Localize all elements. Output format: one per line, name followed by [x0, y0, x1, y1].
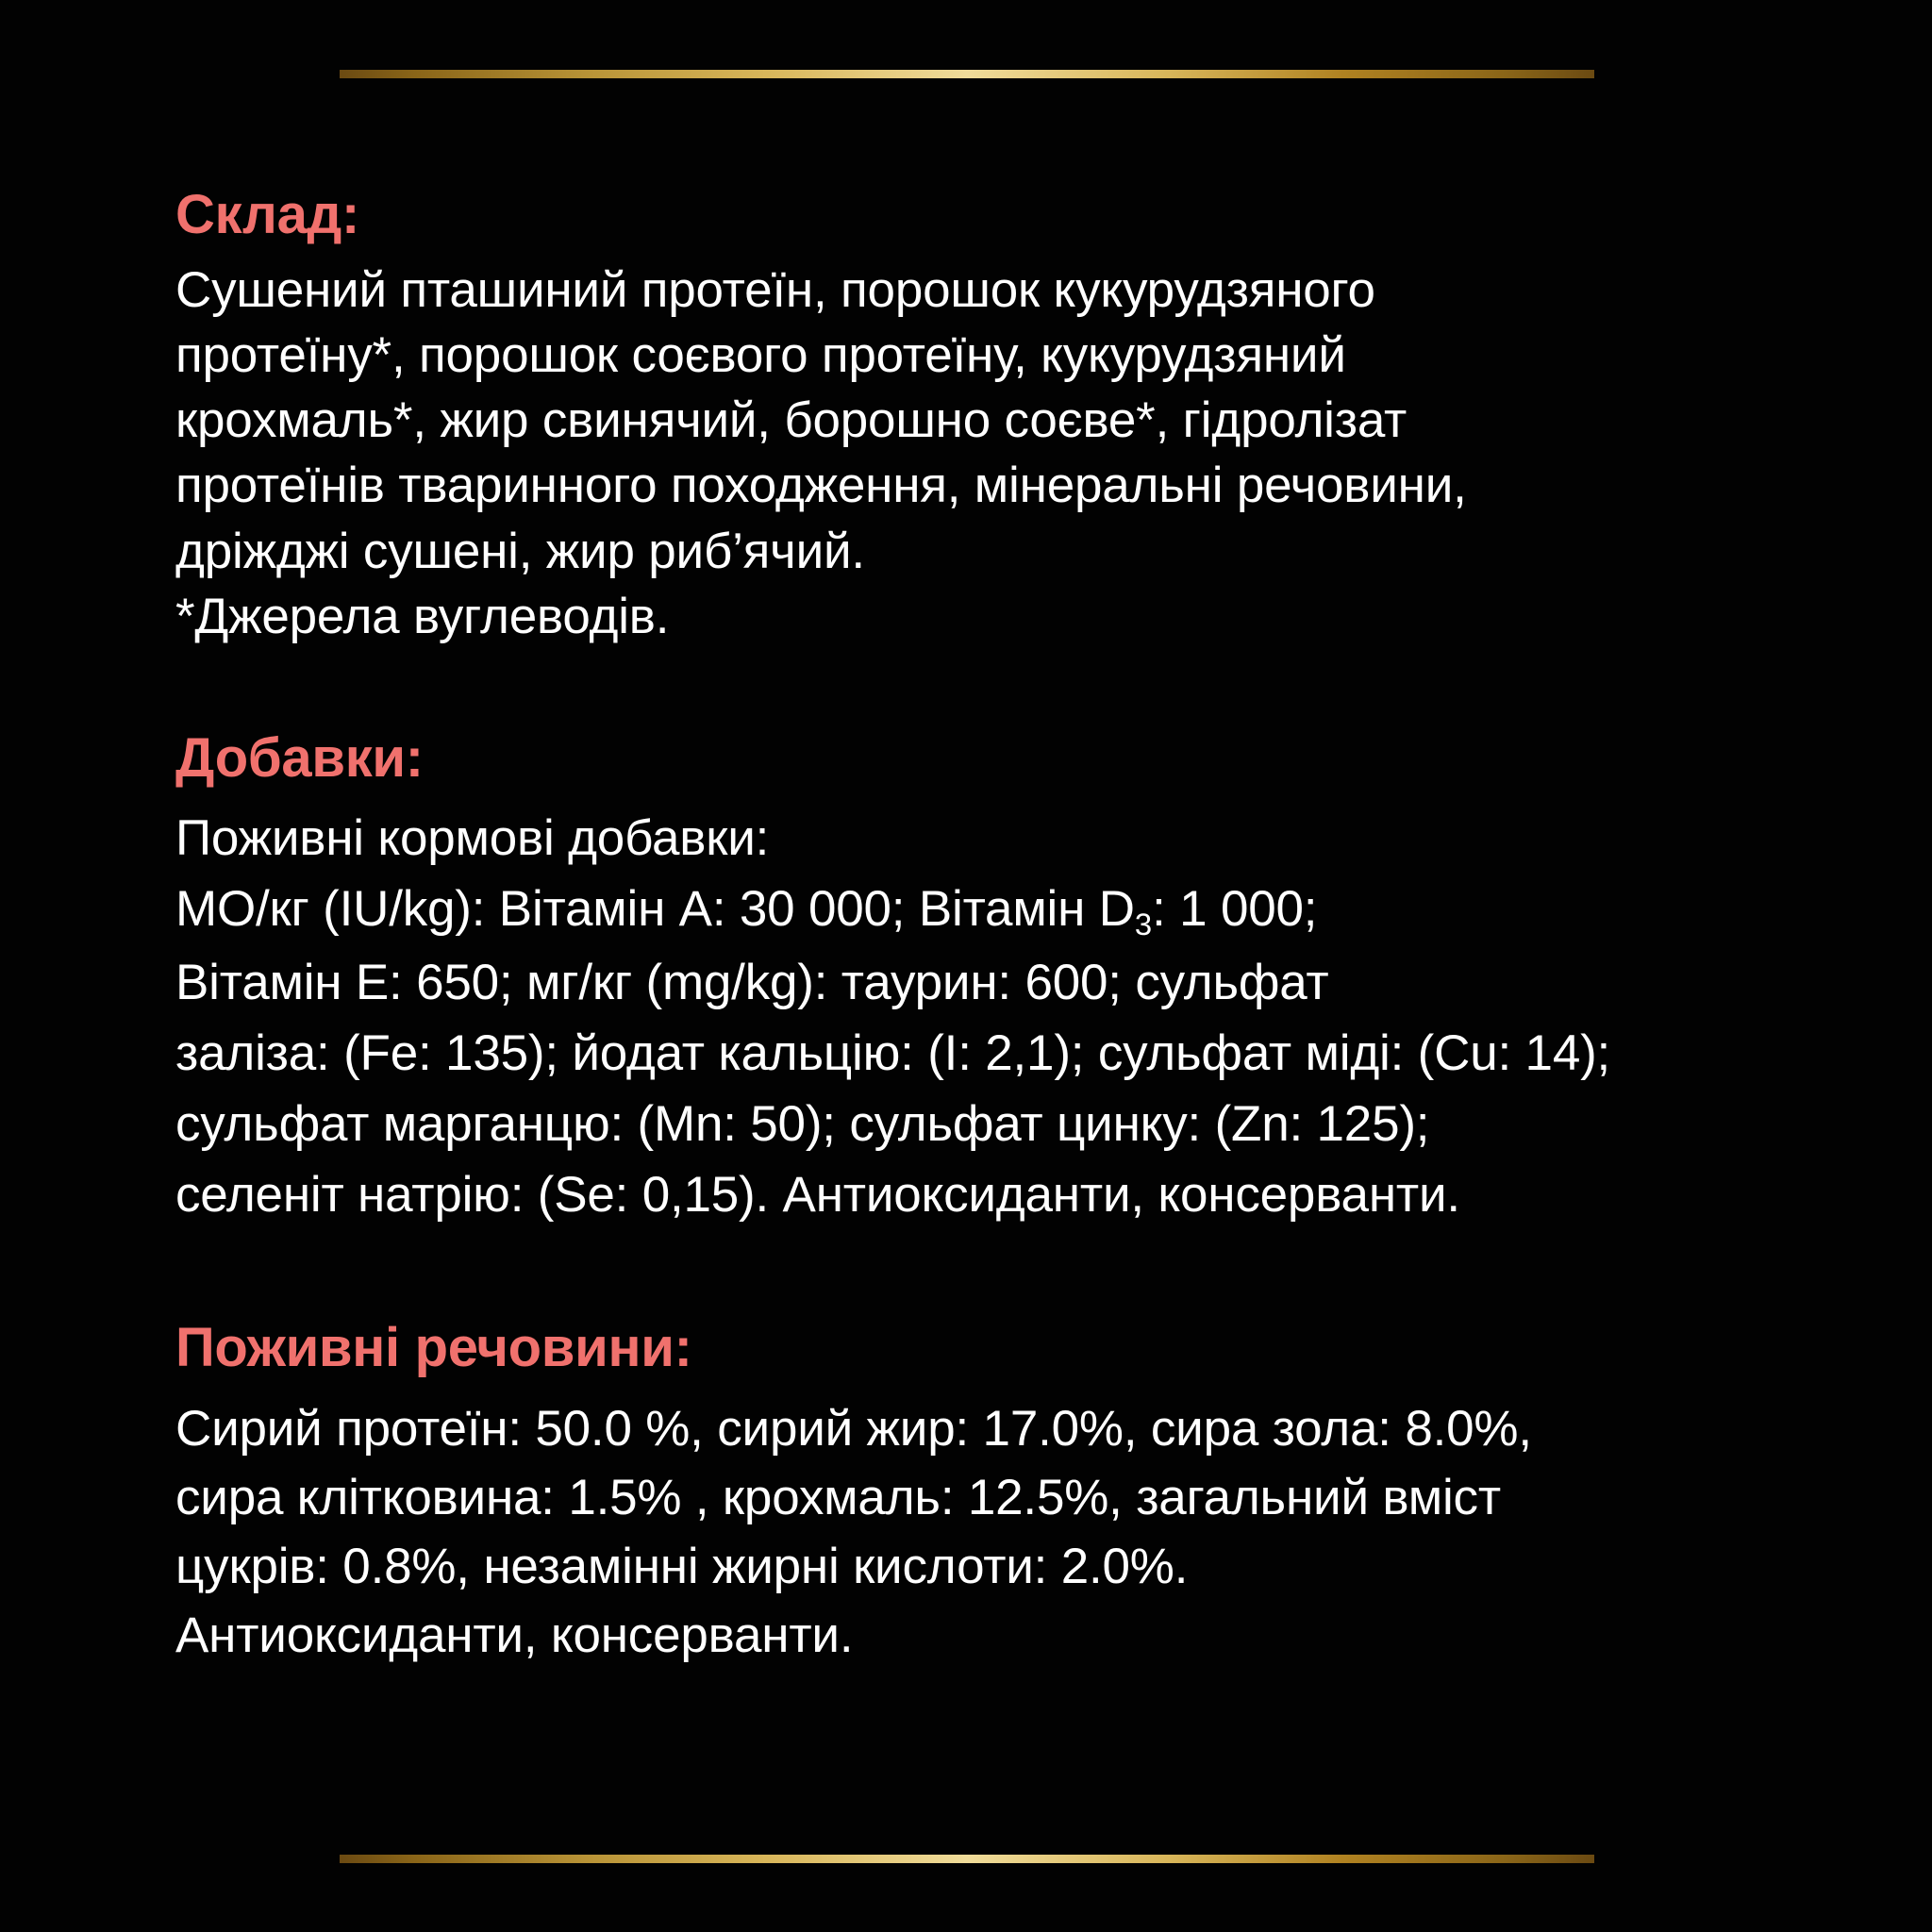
composition-line-4: протеїнів тваринного походження, мінеральні речовини, [175, 458, 1467, 514]
additives-body [175, 803, 1779, 1231]
vitamin-d3-subscript: 3 [1134, 906, 1153, 941]
composition-footnote [175, 584, 1779, 649]
nutrients-line-2: сира клітковина: 1.5% , крохмаль: 12.5%, загальний вміст [175, 1469, 1501, 1525]
composition-line-5: дріжджі сушені, жир риб’ячий. [175, 523, 865, 579]
additives-line-1-suffix: : 1 000; [1152, 881, 1318, 938]
nutrients-line-4: Антиоксиданти, консерванти. [175, 1607, 854, 1663]
nutrients-line-1: Сирий протеїн: 50.0 %, сирий жир: 17.0%, сира зола: 8.0%, [175, 1400, 1532, 1457]
additives-line-3: заліза: (Fe: 135); йодат кальцію: (I: 2,1); сульфат міді: (Cu: 14); [175, 1024, 1611, 1081]
composition-line-1: Сушений пташиний протеїн, порошок кукурудзяного [175, 261, 1375, 318]
nutrients-body [175, 1394, 1779, 1671]
nutrients-paragraph [175, 1394, 1779, 1671]
additives-intro [175, 803, 1779, 874]
additives-line-2: Вітамін Е: 650; мг/кг (mg/kg): таурин: 600; сульфат [175, 954, 1329, 1010]
section-nutrients [175, 1318, 1779, 1670]
additives-line-4: сульфат марганцю: (Mn: 50); сульфат цинку: (Zn: 125); [175, 1096, 1430, 1153]
composition-footnote-line: *Джерела вуглеводів. [175, 588, 670, 644]
nutrients-line-3: цукрів: 0.8%, незамінні жирні кислоти: 2.0%. [175, 1538, 1189, 1594]
additives-line-1-prefix: МО/кг (IU/kg): Вітамін А: 30 000; Вітамін D [175, 881, 1135, 938]
composition-body [175, 258, 1779, 649]
composition-paragraph [175, 258, 1779, 584]
bottom-gold-divider [340, 1855, 1594, 1863]
additives-detail [175, 874, 1779, 1231]
composition-line-3: крохмаль*, жир свинячий, борошно соєве*, гідролізат [175, 392, 1407, 449]
composition-line-2: протеїну*, порошок соєвого протеїну, кукурудзяний [175, 327, 1346, 384]
section-additives [175, 728, 1779, 1231]
additives-line-1 [175, 874, 1779, 947]
nutrients-heading: Поживні речовини: [175, 1316, 692, 1378]
section-composition [175, 185, 1779, 649]
additives-line-5: селеніт натрію: (Se: 0,15). Антиоксиданти, консерванти. [175, 1167, 1460, 1224]
top-gold-divider [340, 70, 1594, 78]
additives-heading: Добавки: [175, 726, 424, 789]
additives-intro-line: Поживні кормові добавки: [175, 809, 770, 866]
composition-heading: Склад: [175, 184, 360, 245]
label-content-column [175, 185, 1779, 1670]
